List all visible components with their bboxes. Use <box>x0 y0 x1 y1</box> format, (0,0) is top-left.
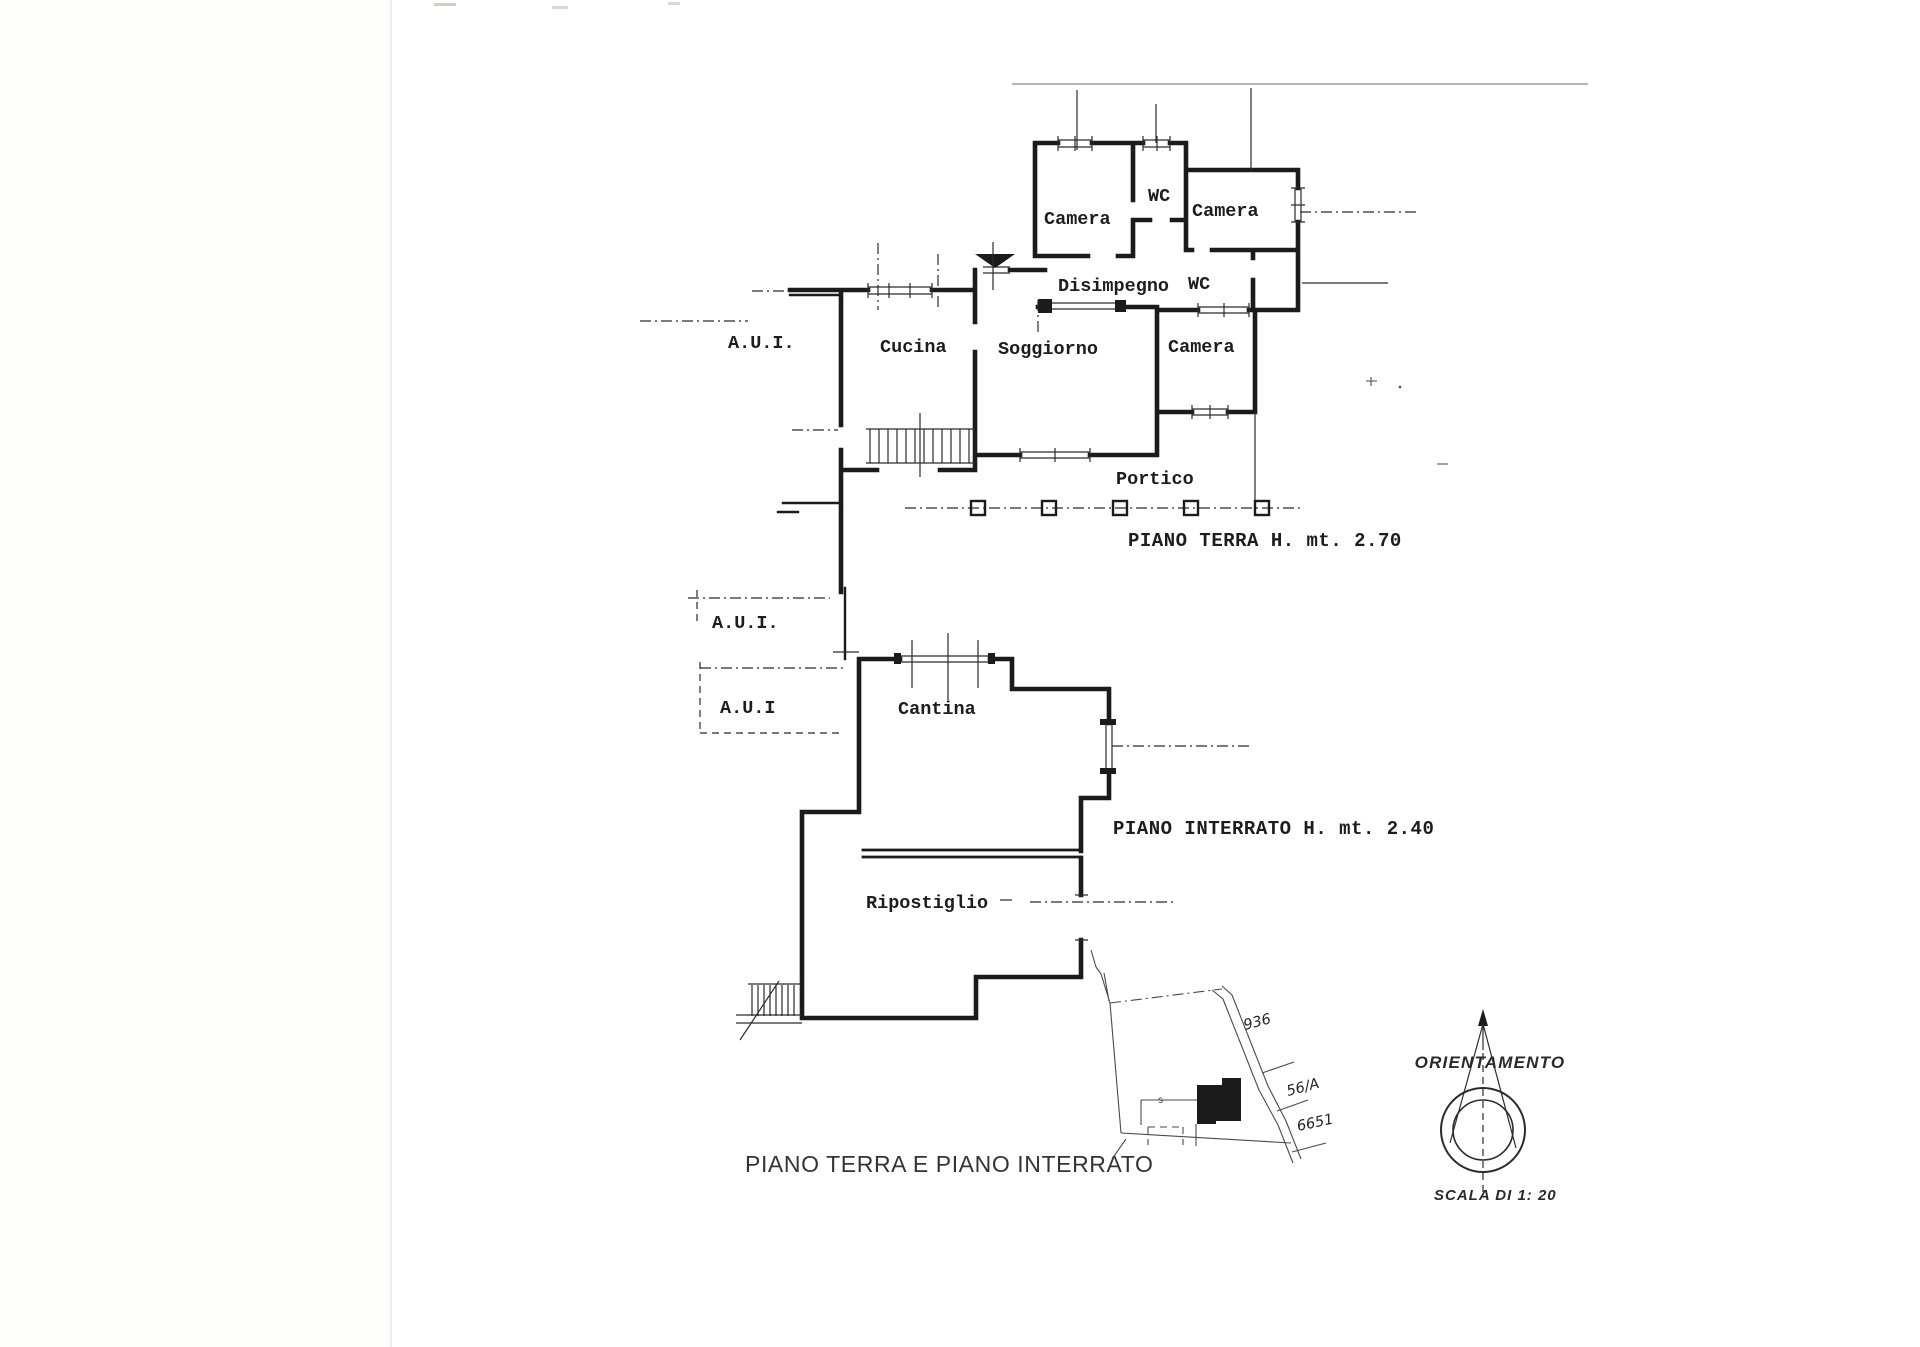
scale-label: SCALA DI 1: 20 <box>1434 1187 1557 1204</box>
room-label-cantina: Cantina <box>898 699 976 720</box>
site-plan-boundaries <box>1091 950 1326 1163</box>
floor-title-ground: PIANO TERRA H. mt. 2.70 <box>1128 530 1402 552</box>
room-label-ripostiglio: Ripostiglio <box>866 893 989 914</box>
annex-label-ground: A.U.I. <box>728 333 795 354</box>
parcel-number: 56/A <box>1284 1075 1322 1100</box>
page-margin <box>0 0 391 1347</box>
room-label-camera-top-left: Camera <box>1044 209 1111 230</box>
entrance-arrow <box>975 254 1015 268</box>
floor-title-basement: PIANO INTERRATO H. mt. 2.40 <box>1113 818 1435 840</box>
room-label-camera-right: Camera <box>1168 337 1235 358</box>
basement-plan <box>688 590 1434 1040</box>
room-label-wc-middle: WC <box>1188 274 1211 295</box>
parcel-number: 6651 <box>1295 1111 1335 1135</box>
building-footprint <box>1197 1078 1241 1124</box>
basement-partition-wall <box>863 850 1081 857</box>
annex-label-basement-lower: A.U.I <box>720 698 776 719</box>
room-label-wc-top: WC <box>1148 186 1171 207</box>
site-plan <box>1091 950 1335 1163</box>
site-plan-building-mark: s <box>1158 1095 1164 1106</box>
room-label-cucina: Cucina <box>880 337 947 358</box>
drawing-caption: PIANO TERRA E PIANO INTERRATO <box>745 1151 1154 1177</box>
room-label-disimpegno: Disimpegno <box>1058 276 1170 297</box>
north-arrow <box>1478 1009 1488 1026</box>
room-label-soggiorno: Soggiorno <box>998 339 1098 360</box>
compass-label: ORIENTAMENTO <box>1414 1053 1566 1072</box>
room-label-camera-top-right: Camera <box>1192 201 1259 222</box>
room-label-portico: Portico <box>1116 469 1194 490</box>
compass <box>1415 1009 1566 1204</box>
annex-label-basement-upper: A.U.I. <box>712 613 779 634</box>
basement-stairs <box>736 981 802 1040</box>
parcel-number: 936 <box>1241 1011 1273 1034</box>
ground-floor-plan <box>640 88 1448 659</box>
door-post <box>1038 299 1052 313</box>
ground-floor-stairs <box>866 413 975 477</box>
door-post <box>1115 300 1126 312</box>
